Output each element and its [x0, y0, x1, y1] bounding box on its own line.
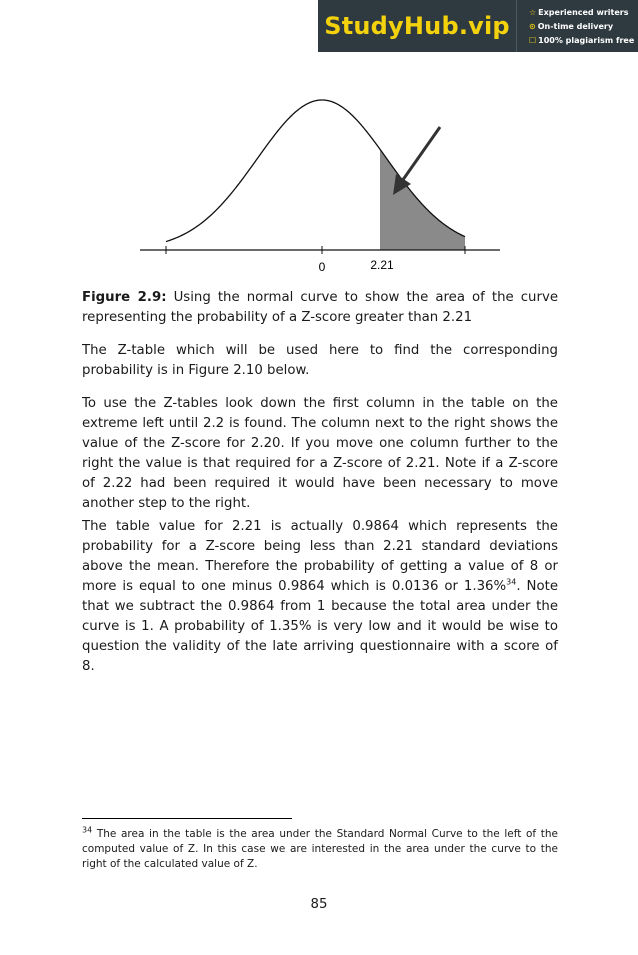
- tick-label-z: 2.21: [370, 258, 394, 272]
- paragraph-2: To use the Z-tables look down the first column in the table on the extreme left until 2.2 is found. The column next to the right shows the value of the Z-score for 2.20. If you move one column further to the right the value is that required for a Z-score of 2.21. Note if a Z-score of 2.22 had been required it would have been necessary to move another step to the right.: [82, 396, 558, 511]
- page-number: 85: [310, 897, 328, 912]
- arrow-shaft: [400, 127, 440, 184]
- studyhub-logo-text: StudyHub.vip: [324, 12, 510, 40]
- star-icon: ☆: [529, 8, 537, 17]
- figure-label: Figure 2.9:: [82, 290, 167, 305]
- footnote-text: The area in the table is the area under the Standard Normal Curve to the left of the computed value of Z. In this case we are interested in the area under the curve to the right of the calculated value of Z.: [82, 828, 558, 870]
- paragraph-3: The table value for 2.21 is actually 0.9864 which represents the probability for a Z-score being less than 2.21 standard deviations above the mean. Therefore the probability of getting a value of 8 or more is equal to one minus 0.9864 which is 0.0136 or 1.36%$^{34}$. Note that we subtract the 0.9864 from 1 because the total area under the curve is 1. A probability of 1.35% is very low and it would be wise to question the validity of the late arriving questionnaire with a score of 8.: [82, 519, 558, 674]
- shaded-tail-area: [380, 149, 465, 250]
- figure-caption-text: Using the normal curve to show the area of the curve representing the probability of a Z-score greater than 2.21: [82, 290, 559, 325]
- footnote-34: [82, 827, 558, 872]
- document-icon: ☐: [529, 36, 537, 45]
- footnote-ref-34[interactable]: 34: [506, 577, 517, 587]
- feature-experienced-writers: ☆ Experienced writers: [529, 8, 629, 17]
- figure-caption: [82, 288, 558, 328]
- tick-label-zero: 0: [318, 260, 326, 274]
- feature-plagiarism-free: ☐ 100% plagiarism free: [529, 36, 635, 45]
- normal-curve-figure: [0, 0, 638, 290]
- footnote-divider: [82, 818, 292, 819]
- clock-icon: ⊙: [529, 22, 536, 31]
- feature-on-time-delivery: ⊙ On-time delivery: [529, 22, 614, 31]
- footnote-number: 34: [82, 825, 93, 835]
- paragraph-1: The Z-table which will be used here to find the corresponding probability is in Figure 2.10 below.: [82, 343, 558, 378]
